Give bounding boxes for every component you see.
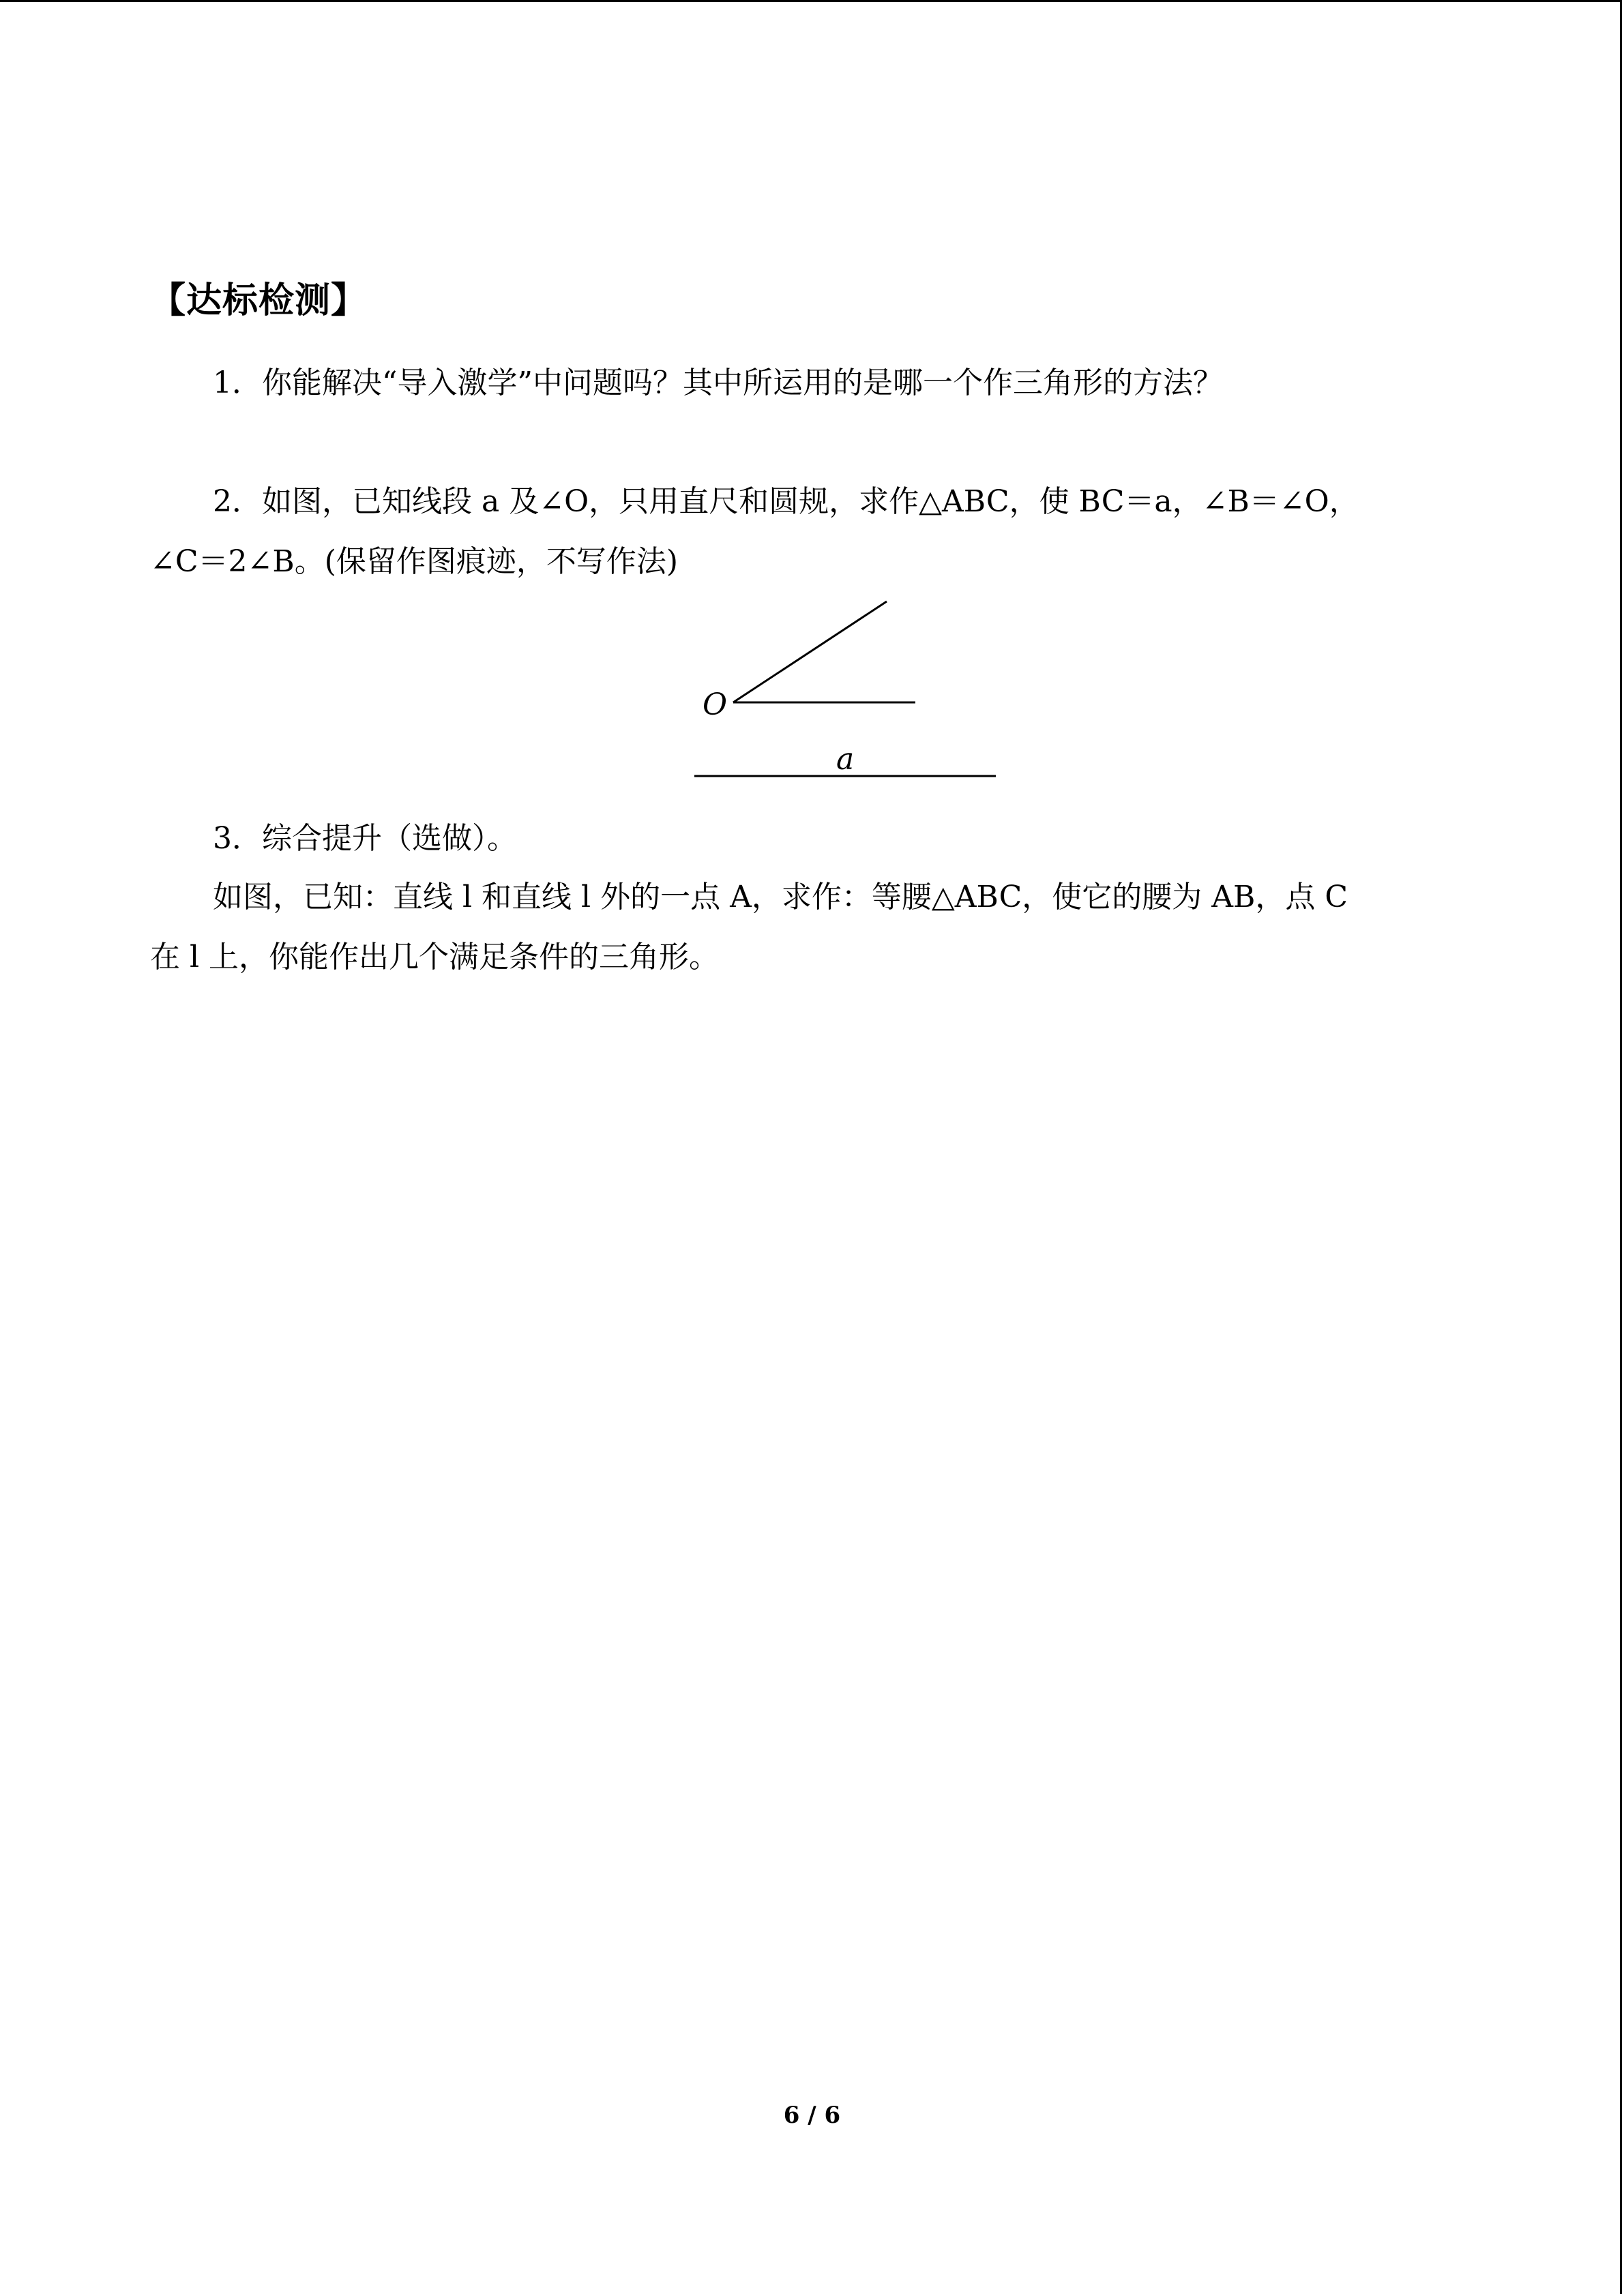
question-2-line-1: 2．如图，已知线段 a 及∠O，只用直尺和圆规，求作△ABC，使 BC＝a，∠B＝∠O， bbox=[213, 484, 1359, 519]
angle-vertex-label: O bbox=[703, 687, 728, 722]
angle-upper-ray bbox=[733, 601, 887, 702]
question-1: 1．你能解决“导入激学”中问题吗？其中所运用的是哪一个作三角形的方法？ bbox=[213, 366, 1223, 400]
question-3-line-1: 如图，已知：直线 l 和直线 l 外的一点 A，求作：等腰△ABC，使它的腰为 AB，点 C bbox=[213, 880, 1348, 914]
question-2-line-2: ∠C＝2∠B。(保留作图痕迹，不写作法) bbox=[150, 544, 679, 579]
angle-and-segment-figure bbox=[682, 586, 1023, 784]
page-number: 6 / 6 bbox=[783, 2102, 841, 2129]
section-title: 【达标检测】 bbox=[150, 280, 368, 321]
segment-a-label: a bbox=[836, 742, 855, 777]
question-3-title: 3．综合提升（选做）。 bbox=[213, 821, 517, 856]
question-3-line-2: 在 l 上，你能作出几个满足条件的三角形。 bbox=[150, 940, 720, 974]
